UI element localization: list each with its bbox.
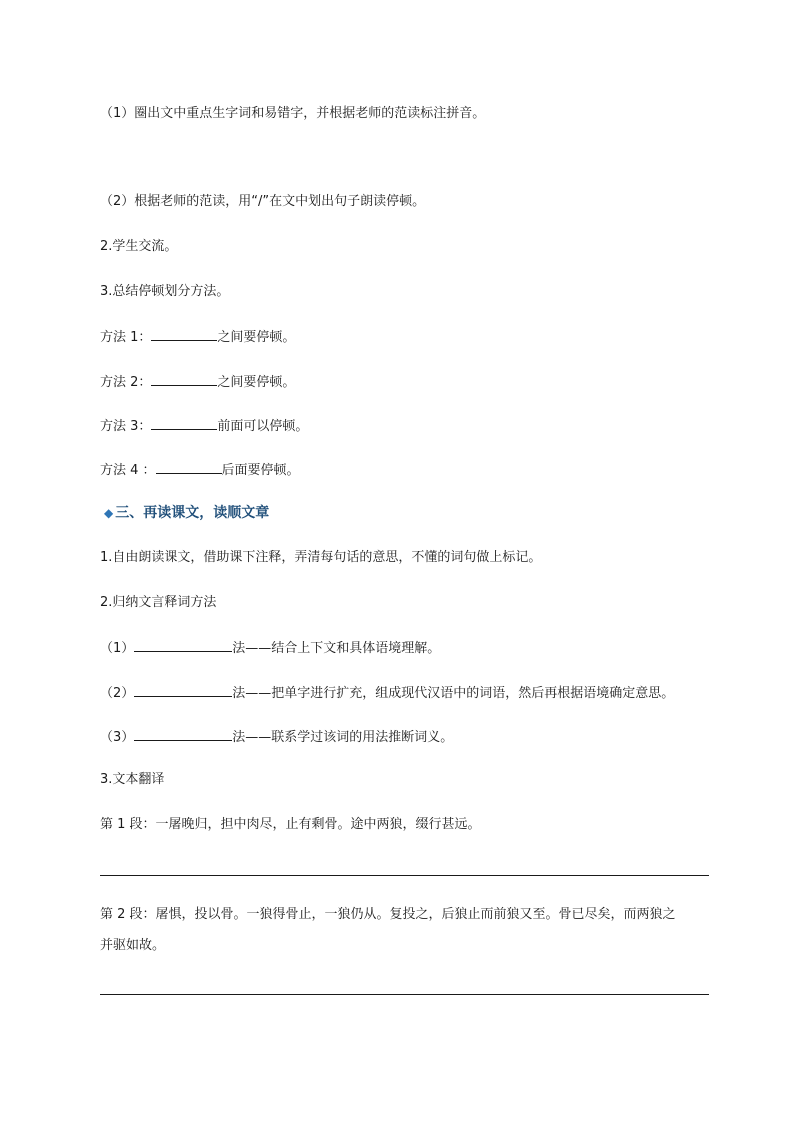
step-word-methods: 2.归纳文言释词方法 xyxy=(100,595,217,610)
paragraph-2-line-1: 第 2 段：屠惧，投以骨。一狼得骨止，一狼仍从。复投之，后狼止而前狼又至。骨已尽矣，而两狼之 xyxy=(100,907,676,922)
method-1-tail: 之间要停顿。 xyxy=(217,330,296,345)
word-method-1 xyxy=(100,637,440,659)
method-3 xyxy=(100,415,308,437)
step-translation: 3.文本翻译 xyxy=(100,772,165,787)
section-heading xyxy=(104,503,269,523)
word-method-3-label: （3） xyxy=(100,730,135,745)
method-1 xyxy=(100,326,295,348)
step-read-aloud: 1.自由朗读课文，借助课下注释，弄清每句话的意思，不懂的词句做上标记。 xyxy=(100,550,542,565)
method-4-tail: 后面要停顿。 xyxy=(221,463,300,478)
answer-line-2[interactable] xyxy=(100,994,709,995)
method-2-blank[interactable] xyxy=(151,371,217,386)
diamond-icon: ◆ xyxy=(104,506,114,520)
word-method-3-blank[interactable] xyxy=(134,726,232,741)
step-summarize-pause: 3.总结停顿划分方法。 xyxy=(100,284,230,299)
method-2-label: 方法 2： xyxy=(100,375,152,390)
word-method-2-blank[interactable] xyxy=(134,682,232,697)
word-method-2-label: （2） xyxy=(100,686,135,701)
word-method-2-tail: 法——把单字进行扩充，组成现代汉语中的词语，然后再根据语境确定意思。 xyxy=(232,686,675,701)
instruction-2: （2）根据老师的范读，用“/”在文中划出句子朗读停顿。 xyxy=(100,194,426,209)
method-4 xyxy=(100,459,300,481)
method-4-label: 方法 4 ： xyxy=(100,463,156,478)
answer-line-1[interactable] xyxy=(100,875,709,876)
method-4-blank[interactable] xyxy=(156,459,222,474)
word-method-3-tail: 法——联系学过该词的用法推断词义。 xyxy=(232,730,454,745)
step-student-exchange: 2.学生交流。 xyxy=(100,239,178,254)
method-2 xyxy=(100,371,295,393)
method-1-blank[interactable] xyxy=(151,326,217,341)
method-1-label: 方法 1： xyxy=(100,330,152,345)
word-method-1-label: （1） xyxy=(100,641,135,656)
word-method-1-tail: 法——结合上下文和具体语境理解。 xyxy=(232,641,441,656)
method-3-tail: 前面可以停顿。 xyxy=(217,419,309,434)
section-heading-text: 三、再读课文，读顺文章 xyxy=(115,505,270,521)
word-method-3 xyxy=(100,726,453,748)
method-3-blank[interactable] xyxy=(151,415,217,430)
word-method-1-blank[interactable] xyxy=(134,637,232,652)
word-method-2 xyxy=(100,682,674,704)
paragraph-2-line-2: 并驱如故。 xyxy=(100,938,166,953)
paragraph-1: 第 1 段：一屠晚归，担中肉尽，止有剩骨。途中两狼，缀行甚远。 xyxy=(100,817,481,832)
instruction-1: （1）圈出文中重点生字词和易错字，并根据老师的范读标注拼音。 xyxy=(100,106,486,121)
method-2-tail: 之间要停顿。 xyxy=(217,375,296,390)
method-3-label: 方法 3： xyxy=(100,419,152,434)
